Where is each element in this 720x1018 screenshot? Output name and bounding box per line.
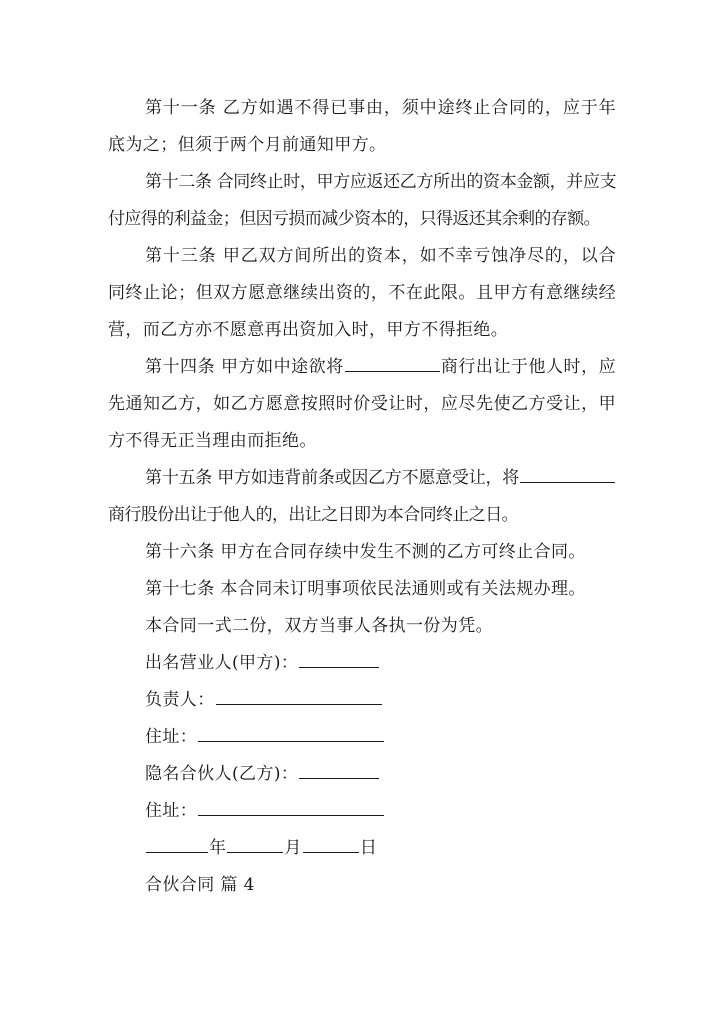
year-blank	[146, 830, 208, 853]
principal-label: 负责人：	[145, 690, 215, 710]
address-b-label: 住址：	[145, 801, 198, 821]
address-a-line	[108, 719, 616, 756]
clause-16: 第十六条 甲方在合同存续中发生不测的乙方可终止合同。	[145, 542, 586, 562]
day-label: 日	[359, 838, 378, 858]
clause-15-prefix: 第十五条 甲方如违背前条或因乙方不愿意受让，将	[145, 468, 519, 488]
firm-name-blank	[345, 349, 440, 372]
address-b-line	[108, 793, 616, 830]
party-a-signature-line	[108, 645, 616, 682]
party-a-blank	[299, 645, 379, 668]
copies-statement: 本合同一式二份，双方当事人各执一份为凭。	[145, 616, 493, 636]
address-b-blank	[198, 793, 384, 816]
date-line	[108, 830, 616, 867]
contract-page	[108, 90, 616, 904]
clause-13: 第十三条 甲乙双方间所出的资本，如不幸亏蚀净尽的，以合同终止论；但双方愿意继续出资的，不在此限。且甲方有意继续经营，而乙方亦不愿意再出资加入时，甲方不得拒绝。	[108, 246, 616, 340]
address-a-label: 住址：	[145, 727, 198, 747]
address-a-blank	[198, 719, 384, 742]
clause-12: 第十二条 合同终止时，甲方应返还乙方所出的资本金额，并应支付应得的利益金；但因亏损而减少资本的，只得返还其余剩的存额。	[108, 172, 616, 229]
clause-11: 第十一条 乙方如遇不得已事由，须中途终止合同的，应于年底为之；但须于两个月前通知甲方。	[108, 98, 616, 155]
year-label: 年	[209, 838, 227, 858]
clause-14-suffix: 商行出让于他人时，应先通知乙方，如乙方愿意按照时价受让时，应尽先使乙方受让，甲方不得无正当理由而拒绝。	[108, 357, 616, 451]
clause-15	[108, 460, 616, 534]
clause-14-prefix: 第十四条 甲方如中途欲将	[145, 357, 344, 377]
principal-blank	[216, 682, 382, 705]
month-label: 月	[284, 838, 302, 858]
clause-14	[108, 349, 616, 460]
party-a-label: 出名营业人(甲方)：	[145, 653, 299, 673]
day-blank	[303, 830, 359, 853]
principal-signature-line	[108, 682, 616, 719]
firm-shares-blank	[520, 460, 615, 483]
party-b-signature-line	[108, 756, 616, 793]
party-b-blank	[299, 756, 379, 779]
clause-15-suffix: 商行股份出让于他人的，出让之日即为本合同终止之日。	[108, 505, 518, 525]
next-section-heading: 合伙合同 篇 4	[145, 875, 255, 895]
month-blank	[227, 830, 283, 853]
party-b-label: 隐名合伙人(乙方)：	[145, 764, 299, 784]
clause-17: 第十七条 本合同未订明事项依民法通则或有关法规办理。	[145, 579, 586, 599]
